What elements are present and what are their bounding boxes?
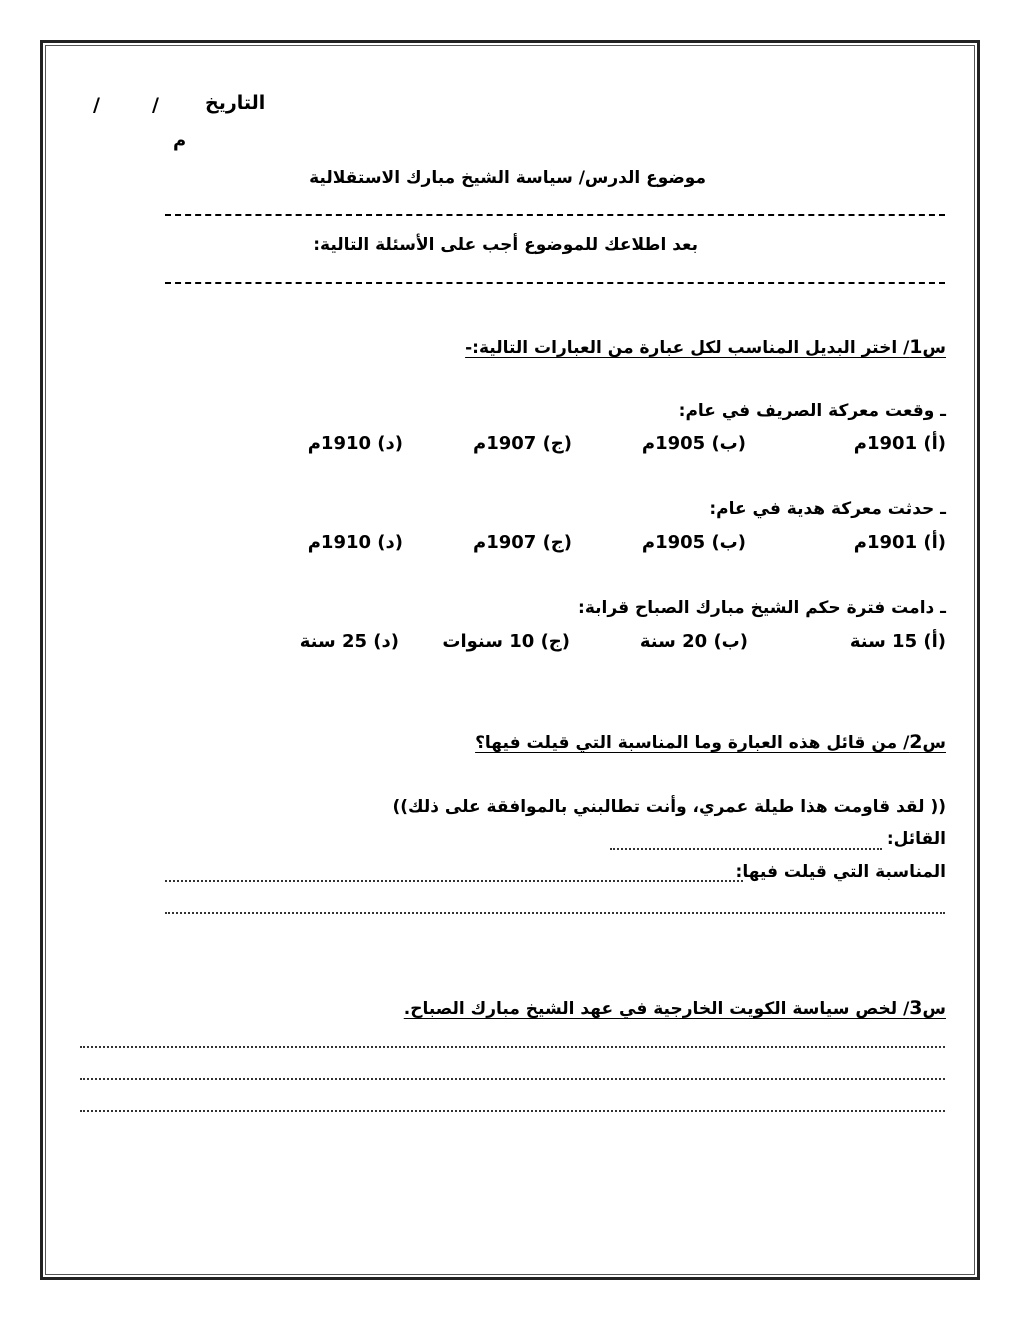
mcq-option-c[interactable]: (ج) 10 سنوات [442, 631, 570, 652]
question-prefix: س [922, 999, 946, 1019]
speaker-label: القائل: [886, 829, 946, 849]
mcq-option-c[interactable]: (ج) 1907م [472, 433, 572, 454]
mcq-option-a[interactable]: (أ) 15 سنة [849, 631, 946, 652]
answer-line[interactable] [80, 1046, 945, 1048]
question-number: 3 [909, 997, 923, 1019]
answer-line[interactable] [165, 912, 945, 914]
date-label: التاريخ [205, 92, 266, 114]
dashed-divider [165, 282, 945, 284]
answer-line[interactable] [80, 1078, 945, 1080]
mcq-option-d[interactable]: (د) 1910م [307, 433, 403, 454]
speaker-answer-line[interactable] [610, 848, 882, 850]
question-text: / اختر البديل المناسب لكل عبارة من العبارات التالية:- [465, 338, 910, 358]
mcq-stem: ـ دامت فترة حكم الشيخ مبارك الصباح قرابة: [578, 598, 946, 618]
question-text: / لخص سياسة الكويت الخارجية في عهد الشيخ مبارك الصباح. [403, 999, 910, 1019]
mcq-option-b[interactable]: (ب) 1905م [641, 433, 746, 454]
date-separator: / [93, 94, 100, 116]
mcq-option-b[interactable]: (ب) 1905م [641, 532, 746, 553]
question-prefix: س [922, 733, 946, 753]
mcq-option-d[interactable]: (د) 25 سنة [299, 631, 399, 652]
question-3-heading [404, 997, 946, 1019]
question-text: / من قائل هذه العبارة وما المناسبة التي قيلت فيها؟ [475, 733, 910, 753]
question-1-heading [465, 336, 946, 358]
question-prefix: س [922, 338, 946, 358]
occasion-answer-line[interactable] [165, 880, 743, 882]
date-suffix: م [173, 130, 187, 151]
mcq-option-c[interactable]: (ج) 1907م [472, 532, 572, 553]
mcq-stem: ـ وقعت معركة الصريف في عام: [678, 401, 946, 421]
mcq-stem: ـ حدثت معركة هدية في عام: [709, 499, 946, 519]
question-2-heading [475, 731, 946, 753]
instruction-text: بعد اطلاعك للموضوع أجب على الأسئلة التالية: [313, 235, 698, 255]
mcq-option-b[interactable]: (ب) 20 سنة [639, 631, 748, 652]
mcq-option-a[interactable]: (أ) 1901م [853, 532, 946, 553]
dashed-divider [165, 214, 945, 216]
question-number: 1 [909, 336, 923, 358]
mcq-option-a[interactable]: (أ) 1901م [853, 433, 946, 454]
occasion-label: المناسبة التي قيلت فيها: [735, 862, 946, 882]
date-separator: / [152, 94, 159, 116]
question-number: 2 [909, 731, 923, 753]
answer-line[interactable] [80, 1110, 945, 1112]
page-border-inner [45, 45, 975, 1275]
quote-text: (( لقد قاومت هذا طيلة عمري، وأنت تطالبني بالموافقة على ذلك)) [392, 797, 946, 817]
lesson-title: موضوع الدرس/ سياسة الشيخ مبارك الاستقلالية [309, 168, 706, 188]
mcq-option-d[interactable]: (د) 1910م [307, 532, 403, 553]
